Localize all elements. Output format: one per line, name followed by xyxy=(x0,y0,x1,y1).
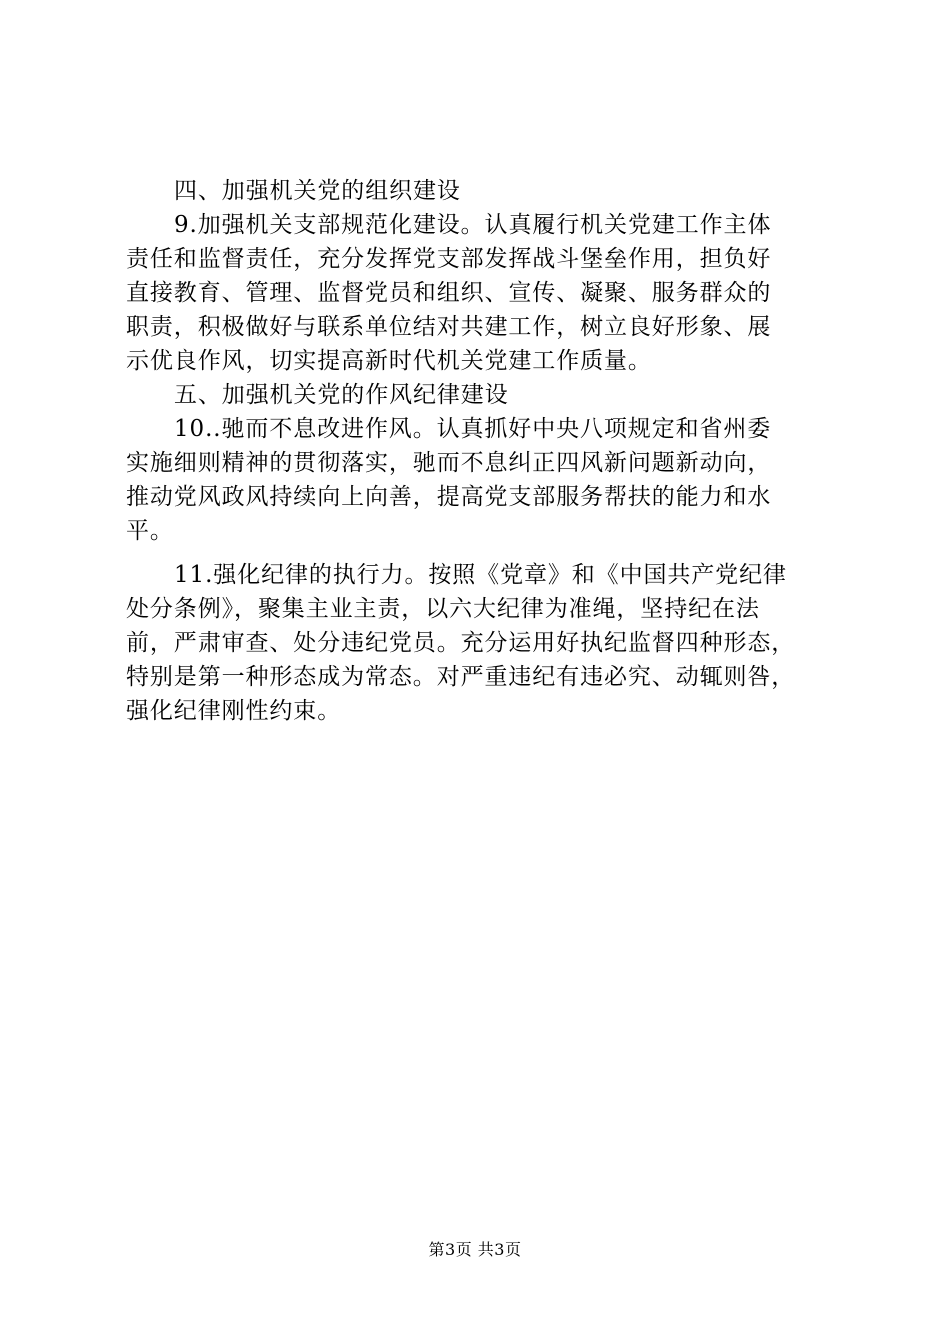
paragraph-line: 10..驰而不息改进作风。认真抓好中央八项规定和省州委 xyxy=(174,416,772,442)
paragraph-line: 9.加强机关支部规范化建设。认真履行机关党建工作主体 xyxy=(174,212,772,238)
section-heading-5: 五、加强机关党的作风纪律建设 xyxy=(174,382,509,408)
paragraph-line: 11.强化纪律的执行力。按照《党章》和《中国共产党纪律 xyxy=(174,562,787,588)
paragraph-line: 处分条例》，聚集主业主责，以六大纪律为准绳，坚持纪在法 xyxy=(126,596,760,622)
paragraph-line: 直接教育、管理、监督党员和组织、宣传、凝聚、服务群众的 xyxy=(126,280,772,306)
section-heading-4: 四、加强机关党的组织建设 xyxy=(174,178,461,204)
paragraph-line: 职责，积极做好与联系单位结对共建工作，树立良好形象、展 xyxy=(126,314,772,340)
paragraph-line: 示优良作风，切实提高新时代机关党建工作质量。 xyxy=(126,348,652,374)
paragraph-item-9 xyxy=(126,208,830,378)
paragraph-line: 平。 xyxy=(126,518,174,544)
paragraph-item-10 xyxy=(126,412,830,548)
paragraph-line: 实施细则精神的贯彻落实，驰而不息纠正四风新问题新动向， xyxy=(126,450,772,476)
paragraph-spacer xyxy=(126,548,830,558)
paragraph-line: 前，严肃审查、处分违纪党员。充分运用好执纪监督四种形态， xyxy=(126,630,796,656)
paragraph-line: 强化纪律刚性约束。 xyxy=(126,698,342,724)
paragraph-line: 推动党风政风持续向上向善，提高党支部服务帮扶的能力和水 xyxy=(126,484,772,510)
paragraph-item-11 xyxy=(126,558,830,728)
page-number-footer: 第3页 共3页 xyxy=(428,1240,522,1259)
paragraph-line: 责任和监督责任，充分发挥党支部发挥战斗堡垒作用，担负好 xyxy=(126,246,772,272)
paragraph-line: 特别是第一种形态成为常态。对严重违纪有违必究、动辄则咎， xyxy=(126,664,796,690)
document-body xyxy=(126,174,830,728)
